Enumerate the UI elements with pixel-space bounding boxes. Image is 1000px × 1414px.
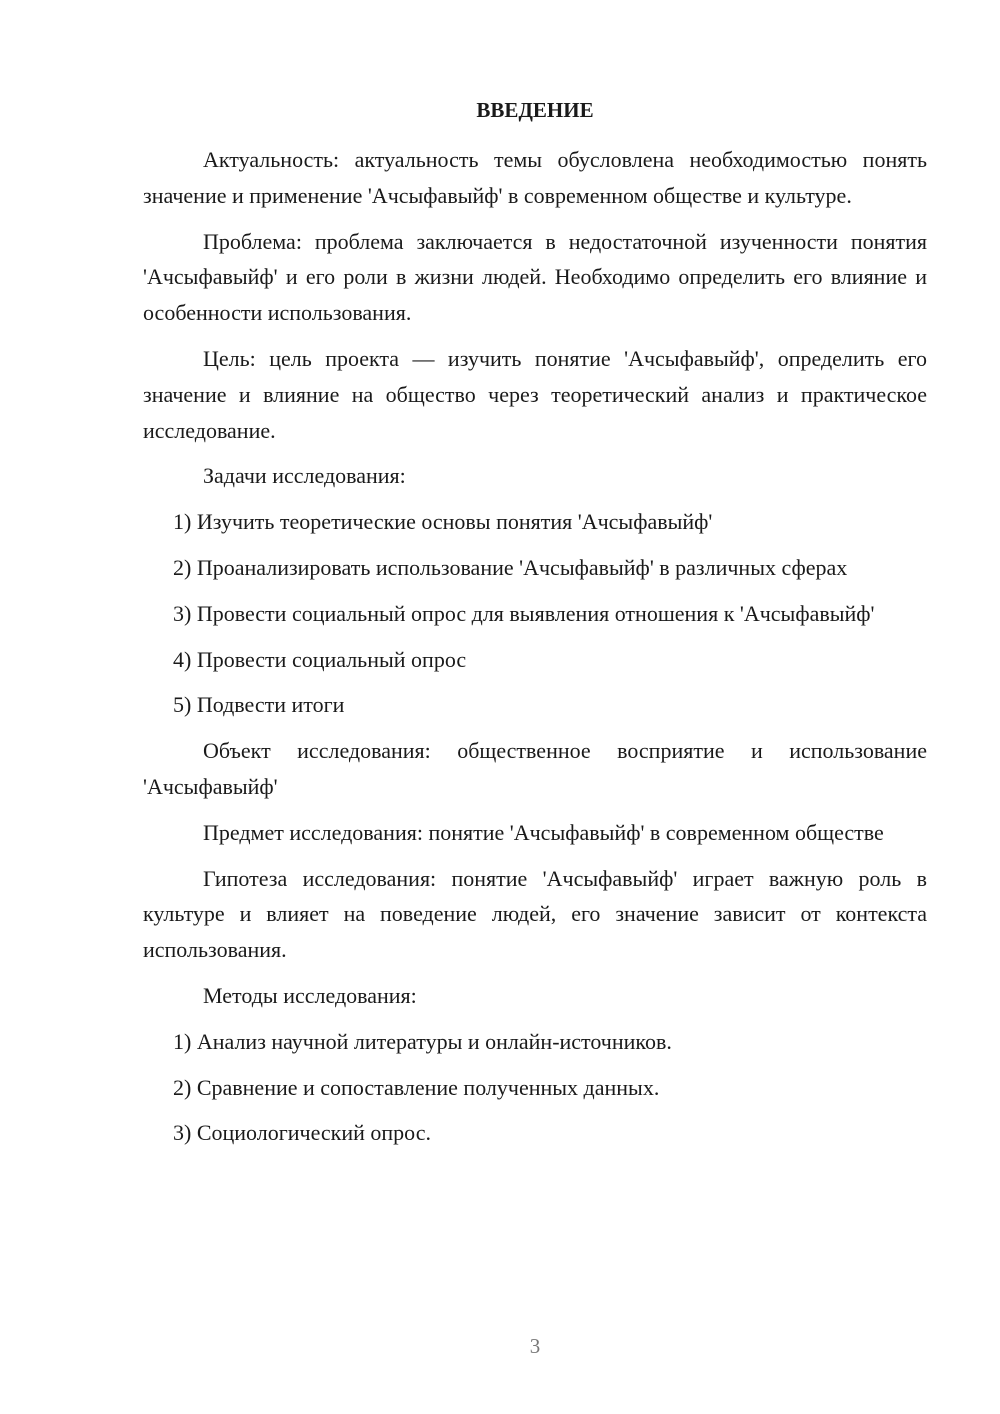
method-item-2: 2) Сравнение и сопоставление полученных данных. [173,1074,660,1100]
page-content [143,95,927,1151]
section-title: ВВЕДЕНИЕ [476,98,594,122]
subject-paragraph: Предмет исследования: понятие 'Ачсыфавыйф' в современном обществе [203,819,884,845]
task-item-5: 5) Подвести итоги [173,692,345,718]
method-item-3: 3) Социологический опрос. [173,1120,431,1146]
task-item-4: 4) Провести социальный опрос [173,646,467,672]
object-paragraph: Объект исследования: общественное восприятие и использование 'Ачсыфавыйф' [143,738,927,799]
page-number: 3 [529,1334,541,1358]
goal-paragraph: Цель: цель проекта — изучить понятие 'Ачсыфавыйф', определить его значение и влияние на общество через теоретический анализ и практическое исследование. [143,345,927,443]
tasks-heading: Задачи исследования: [203,463,406,489]
method-item-1: 1) Анализ научной литературы и онлайн-источников. [173,1028,672,1054]
problem-paragraph: Проблема: проблема заключается в недостаточной изученности понятия 'Ачсыфавыйф' и его роли в жизни людей. Необходимо определить его влияние и особенности использования. [143,228,927,326]
task-item-1: 1) Изучить теоретические основы понятия 'Ачсыфавыйф' [173,509,713,535]
relevance-paragraph: Актуальность: актуальность темы обусловлена необходимостью понять значение и применение 'Ачсыфавыйф' в современном обществе и культуре. [143,147,927,208]
task-item-3: 3) Провести социальный опрос для выявления отношения к 'Ачсыфавыйф' [173,600,875,626]
task-item-2: 2) Проанализировать использование 'Ачсыфавыйф' в различных сферах [173,554,848,580]
methods-heading: Методы исследования: [203,982,417,1008]
hypothesis-paragraph: Гипотеза исследования: понятие 'Ачсыфавыйф' играет важную роль в культуре и влияет на поведение людей, его значение зависит от контекста использования. [143,865,927,963]
